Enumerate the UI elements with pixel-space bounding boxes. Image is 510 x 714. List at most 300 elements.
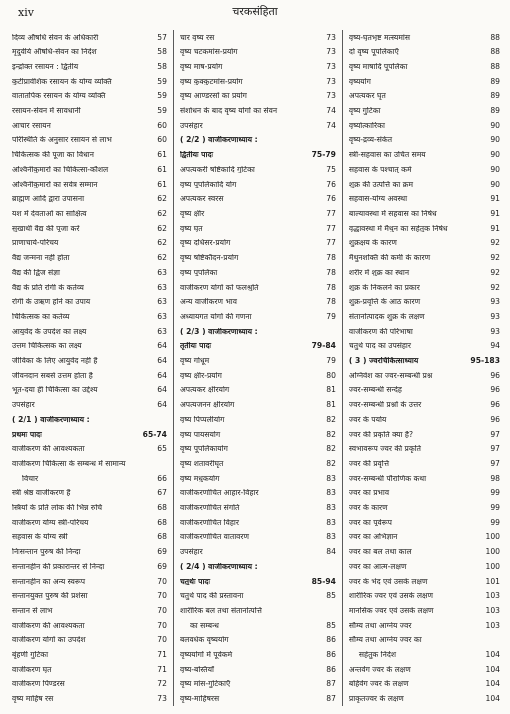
toc-entry-page: 77 — [326, 208, 336, 218]
toc-entry — [180, 221, 336, 236]
toc-entry-title: शुक्र-प्रवृत्ति के आठ कारण — [348, 298, 421, 306]
toc-entry-title: अध्यायगत योगों की गणना — [179, 312, 252, 321]
toc-entry-title: वृष्य पूपलिका — [179, 268, 218, 277]
toc-entry-page: 104 — [485, 694, 500, 704]
toc-entry — [349, 677, 500, 692]
toc-entry — [180, 677, 336, 692]
toc-entry-page: 91 — [490, 194, 500, 204]
toc-entry-title: ( 3 ) ज्वरचिकित्साध्याय — [348, 357, 419, 365]
toc-entry-title: वृष्य-घृतभृष्ट मत्स्यमांस — [348, 33, 410, 42]
toc-entry — [349, 177, 500, 192]
toc-entry-page: 82 — [326, 414, 336, 424]
toc-entry-title: वाजीकरण योग्य स्त्री-परिचय — [12, 518, 89, 527]
toc-entry — [180, 353, 336, 368]
toc-entry-title: वृष्य गुटिका — [348, 107, 381, 115]
toc-entry-title: ज्वर की प्रवृत्ति — [348, 459, 389, 468]
toc-entry-page: 91 — [490, 208, 500, 218]
toc-entry-title: वृष्य दधिसर-प्रयोग — [179, 239, 231, 247]
toc-entry-title: वृष्य चटकमांस-प्रयोग — [179, 48, 238, 56]
toc-entry-title: अन्तर्वेग ज्वर के लक्षण — [348, 665, 411, 674]
toc-entry-page: 100 — [485, 547, 500, 557]
toc-entry-page: 77 — [326, 238, 336, 248]
toc-entry-title: वैद्य के प्रति रोगी के कर्तव्य — [12, 283, 84, 292]
toc-entry-page: 91 — [490, 223, 500, 233]
toc-entry-title: सौम्य तथा आग्नेय ज्वर का — [348, 636, 422, 644]
toc-entry — [349, 251, 500, 266]
toc-entry-page: 63 — [157, 297, 167, 307]
toc-entry-title: रोगी के उऋण होने का उपाय — [12, 298, 91, 306]
toc-entry-title: दो वृष्य पूपलिकाएँ — [348, 48, 399, 56]
toc-entry-page: 62 — [157, 223, 167, 233]
toc-entry — [12, 118, 167, 133]
toc-entry-page: 82 — [326, 444, 336, 454]
toc-entry-page: 87 — [326, 679, 336, 689]
toc-entry — [180, 383, 336, 398]
toc-entry — [12, 280, 167, 295]
toc-entry-title: चिकित्सक की पूजा का विधान — [12, 151, 94, 159]
toc-entry-page: 90 — [490, 120, 500, 130]
toc-entry-page: 70 — [157, 635, 167, 645]
toc-entry — [12, 309, 167, 324]
toc-entry-title: वाजीकरण की आवश्यकता — [12, 445, 85, 453]
toc-entry — [349, 648, 500, 663]
toc-entry-page: 63 — [157, 282, 167, 292]
toc-entry — [12, 353, 167, 368]
toc-entry-page: 77 — [326, 223, 336, 233]
toc-entry-title: सहवास के पश्चात् कर्म — [348, 165, 412, 174]
toc-entry-page: 60 — [157, 135, 167, 145]
toc-entry-title: शरीर में शुक्र का स्थान — [348, 268, 410, 277]
toc-entry — [12, 486, 167, 501]
toc-entry-title: चार वृष्य रस — [179, 33, 215, 42]
toc-entry — [12, 368, 167, 383]
toc-entry — [12, 265, 167, 280]
toc-entry-title: सहवास-योग्य अवस्था — [348, 195, 408, 203]
toc-entry-title: अश्विनीकुमारों का सर्वत्र सम्मान — [12, 180, 98, 189]
toc-entry — [349, 265, 500, 280]
toc-entry-page: 82 — [326, 429, 336, 439]
toc-entry — [12, 677, 167, 692]
toc-entry-page: 59 — [157, 106, 167, 116]
toc-entry-page: 78 — [326, 297, 336, 307]
toc-entry-title: आचार रसायन — [12, 121, 51, 130]
toc-entry — [12, 133, 167, 148]
toc-entry-title: वाजीकरण घृत — [12, 665, 52, 674]
toc-entry-page: 89 — [490, 91, 500, 101]
toc-entry-page: 92 — [490, 282, 500, 292]
toc-entry-title: वृष्य-बस्तियाँ — [179, 665, 214, 674]
toc-entry — [180, 368, 336, 383]
toc-entry-title: वाजीकरण योगों को फलश्रुति — [179, 283, 259, 292]
toc-entry-title: चिकित्सक का कर्तव्य — [12, 312, 70, 321]
toc-entry-title: वाजीकरण योगों का उपदेश — [12, 636, 86, 644]
toc-entry-title: शारीरिक बल तथा संतानोत्पत्ति — [179, 606, 262, 615]
toc-entry-title: ज्वर-सम्बन्धी सन्देह — [348, 386, 402, 395]
toc-entry — [349, 118, 500, 133]
toc-entry-title: वृष्य षष्टिकौदन-प्रयोग — [179, 254, 239, 262]
toc-entry-title: अश्विनीकुमारों का चिकित्सा-कौशल — [12, 165, 109, 174]
toc-entry — [349, 45, 500, 60]
toc-entry — [180, 618, 336, 633]
toc-entry-title: स्त्री श्रेष्ठ वाजीकरण है — [12, 489, 71, 497]
toc-entry-title: वृष्य माषादि पूपलिका — [348, 62, 408, 71]
toc-entry-title: सौम्य तथा आग्नेय ज्वर — [348, 621, 412, 630]
toc-entry-page: 92 — [490, 238, 500, 248]
toc-entry — [349, 603, 500, 618]
toc-entry — [12, 148, 167, 163]
toc-entry-page: 93 — [490, 326, 500, 336]
toc-entry-page: 80 — [326, 370, 336, 380]
toc-section-heading — [180, 133, 336, 148]
toc-column-2 — [173, 30, 342, 706]
toc-entry-page: 88 — [490, 32, 500, 42]
toc-entry — [12, 633, 167, 648]
toc-entry-title: वृद्धावस्था में मैथुन का सहेतुक निषेध — [348, 224, 448, 233]
toc-entry — [180, 89, 336, 104]
toc-entry-title: उत्तम चिकित्सक का लक्ष्य — [12, 342, 82, 350]
toc-entry — [12, 383, 167, 398]
toc-entry-page: 71 — [157, 664, 167, 674]
toc-entry-title: वृष्य मांस-गुटिकाएँ — [179, 680, 231, 689]
toc-entry-page: 73 — [326, 47, 336, 57]
toc-entry-page: 103 — [485, 620, 500, 630]
toc-entry-title: बृंहणी गुटिका — [12, 651, 49, 659]
toc-entry-title: स्वभावरूप ज्वर की प्रकृति — [348, 445, 421, 453]
toc-entry-page: 68 — [157, 503, 167, 513]
toc-entry-title: ज्वर के कारण — [348, 504, 388, 512]
toc-entry-page: 96 — [490, 414, 500, 424]
toc-section-heading — [180, 574, 336, 589]
toc-section-heading — [12, 427, 167, 442]
toc-entry-page: 68 — [157, 532, 167, 542]
toc-entry — [349, 339, 500, 354]
toc-entry — [12, 515, 167, 530]
toc-entry — [12, 648, 167, 663]
toc-entry — [349, 59, 500, 74]
toc-entry-page: 78 — [326, 253, 336, 263]
toc-entry-title: अपत्यकर क्षीरयोग — [179, 386, 230, 395]
toc-entry-title: ज्वर का अभिज्ञान — [348, 533, 398, 542]
toc-entry-title: ज्वर-सम्बन्धी प्रश्नों के उत्तर — [348, 401, 422, 409]
toc-entry — [180, 486, 336, 501]
toc-entry — [349, 530, 500, 545]
toc-entry — [180, 545, 336, 560]
toc-entry-title: ज्वर का पूर्वरूप — [348, 518, 392, 527]
toc-entry-title: वृष्य पूपलिकादि योग — [179, 180, 237, 189]
toc-entry-title: अपत्यकर स्वरस — [179, 195, 224, 203]
toc-entry — [349, 486, 500, 501]
toc-section-heading — [180, 559, 336, 574]
toc-entry — [12, 324, 167, 339]
toc-entry — [12, 692, 167, 707]
toc-entry-title: परिस्थिति के अनुसार रसायन से लाभ — [12, 136, 112, 145]
toc-entry — [12, 574, 167, 589]
toc-entry-title: अग्निवेश का ज्वर-सम्बन्धी प्रश्न — [348, 371, 433, 380]
toc-entry — [349, 133, 500, 148]
toc-column-3 — [342, 30, 500, 706]
toc-entry-page: 59 — [157, 76, 167, 86]
toc-entry-title: प्राणाचार्य-परिचय — [12, 239, 59, 247]
toc-entry-title: वृष्य क्षीर — [179, 209, 205, 218]
toc-entry-page: 90 — [490, 164, 500, 174]
toc-entry-title: सन्तान से लाभ — [12, 606, 53, 615]
toc-entry — [12, 589, 167, 604]
toc-entry — [349, 309, 500, 324]
toc-entry — [349, 324, 500, 339]
toc-entry-page: 61 — [157, 179, 167, 189]
toc-entry — [349, 104, 500, 119]
toc-entry-title: अन्य वाजीकरण भाव — [179, 298, 237, 306]
toc-entry-page: 78 — [326, 267, 336, 277]
toc-entry-page: 74 — [326, 106, 336, 116]
toc-section-heading — [12, 412, 167, 427]
toc-entry — [180, 192, 336, 207]
toc-entry-page: 67 — [157, 488, 167, 498]
toc-entry-page: 75 — [326, 164, 336, 174]
toc-entry-title: वाजीकरण चिकित्सा के सम्बन्ध में सामान्य — [12, 459, 126, 468]
toc-entry-page: 62 — [157, 238, 167, 248]
toc-entry — [180, 648, 336, 663]
running-title: चरकसंहिता — [232, 5, 278, 18]
toc-entry-page: 63 — [157, 267, 167, 277]
toc-entry-title: निःसन्तान पुरुष की निन्दा — [12, 548, 81, 556]
toc-entry — [180, 206, 336, 221]
toc-entry-title: वृष्य पिप्पलीयोग — [179, 415, 225, 424]
toc-entry-page: 99 — [490, 503, 500, 513]
toc-entry — [349, 559, 500, 574]
toc-entry-page: 64 — [157, 356, 167, 366]
toc-entry-title: वैद्य की द्विज संज्ञा — [12, 268, 60, 277]
table-of-contents — [12, 30, 500, 706]
page-header — [0, 0, 510, 26]
toc-entry-page: 70 — [157, 620, 167, 630]
toc-entry-title: वाजीकरणोचित वातावरण — [179, 533, 249, 542]
toc-entry-page: 73 — [157, 694, 167, 704]
toc-entry — [180, 309, 336, 324]
toc-entry-title: वाजीकरण की परिभाषा — [348, 327, 413, 336]
toc-entry-page: 78 — [326, 282, 336, 292]
toc-entry-title: प्रथमः पादः — [12, 430, 42, 439]
toc-entry — [180, 662, 336, 677]
toc-entry-title: वातातपिक रसायन के योग्य व्यक्ति — [12, 92, 106, 100]
toc-entry — [12, 206, 167, 221]
toc-entry — [180, 162, 336, 177]
toc-entry — [12, 177, 167, 192]
toc-entry-page: 83 — [326, 473, 336, 483]
toc-entry-page: 65 — [157, 444, 167, 454]
toc-entry — [12, 59, 167, 74]
toc-entry — [12, 501, 167, 516]
toc-entry-title: जीवनदान सबसे उत्तम होता है — [12, 371, 93, 380]
toc-entry-title: रसायन-सेवन में सावधानी — [12, 107, 81, 115]
toc-entry-page: 70 — [157, 591, 167, 601]
toc-entry-title: संशोधन के बाद वृष्य योगों का सेवन — [179, 107, 278, 115]
toc-entry — [180, 692, 336, 707]
toc-entry-page: 101 — [485, 576, 500, 586]
toc-entry-page: 93 — [490, 311, 500, 321]
toc-entry-title: ज्वर का बल तथा काल — [348, 548, 412, 556]
toc-entry-page: 83 — [326, 517, 336, 527]
toc-entry-page: 97 — [490, 444, 500, 454]
toc-entry — [349, 383, 500, 398]
toc-entry — [180, 515, 336, 530]
toc-entry-title: वृष्य कुक्कुटमांस-प्रयोग — [179, 77, 243, 86]
toc-entry — [349, 427, 500, 442]
toc-entry — [180, 45, 336, 60]
toc-entry — [12, 545, 167, 560]
toc-entry-title: ( 2/3 ) वाजीकरणाध्याय : — [179, 327, 258, 336]
toc-entry — [12, 339, 167, 354]
toc-entry — [349, 471, 500, 486]
toc-entry — [12, 618, 167, 633]
toc-entry-title: मानसिक ज्वर एवं उसके लक्षण — [348, 606, 434, 615]
toc-entry-page: 62 — [157, 194, 167, 204]
toc-entry-page: 92 — [490, 267, 500, 277]
toc-entry-title: सन्तानहीन की प्रकारान्तर से निन्दा — [12, 562, 105, 571]
toc-entry-page: 90 — [490, 150, 500, 160]
toc-entry — [349, 74, 500, 89]
toc-entry-page: 73 — [326, 91, 336, 101]
toc-entry-title: शुक्रक्षय के कारण — [348, 239, 397, 247]
toc-entry-page: 68 — [157, 517, 167, 527]
toc-entry-page: 104 — [485, 650, 500, 660]
toc-entry — [349, 148, 500, 163]
toc-entry-title: वृष्य शतावरीघृत — [179, 459, 224, 468]
toc-entry — [349, 501, 500, 516]
toc-entry-page: 57 — [157, 32, 167, 42]
toc-entry-page: 86 — [326, 650, 336, 660]
toc-entry-title: वाजीकरण की आवश्यकता — [12, 621, 85, 630]
toc-entry — [180, 471, 336, 486]
toc-entry — [349, 89, 500, 104]
toc-entry — [349, 412, 500, 427]
toc-entry-title: ज्वर के पर्याय — [348, 415, 387, 424]
toc-entry-title: ज्वर का आत्म-लक्षण — [348, 562, 407, 571]
toc-entry-page: 79 — [326, 311, 336, 321]
toc-entry-page: 103 — [485, 591, 500, 601]
toc-entry — [349, 662, 500, 677]
toc-entry-page: 65-74 — [142, 429, 167, 439]
toc-entry — [180, 530, 336, 545]
toc-entry-page: 85 — [326, 620, 336, 630]
toc-entry-page: 97 — [490, 429, 500, 439]
toc-entry-page: 76 — [326, 194, 336, 204]
toc-entry-title: संतानोत्पादक शुक्र के लक्षण — [348, 312, 425, 321]
toc-entry-title: वाजीकरणोचित विहार — [179, 518, 239, 527]
toc-entry-page: 69 — [157, 561, 167, 571]
toc-entry-title: वृष्य माहिष रस — [12, 695, 54, 703]
toc-entry — [349, 574, 500, 589]
toc-entry-page: 58 — [157, 47, 167, 57]
toc-entry-title: स्त्रियों के प्रति लोक की भिन्न रुचि — [12, 504, 103, 512]
toc-entry — [349, 236, 500, 251]
toc-entry-page: 79-84 — [311, 341, 336, 351]
toc-entry-page: 59 — [157, 91, 167, 101]
toc-entry-page: 81 — [326, 385, 336, 395]
toc-entry-title: ज्वर-सम्बन्धी पौराणिक कथा — [348, 474, 427, 483]
toc-entry-page: 76 — [326, 179, 336, 189]
toc-entry-title: वृष्य माष-प्रयोग — [179, 62, 223, 71]
toc-entry-page: 58 — [157, 61, 167, 71]
toc-entry — [12, 295, 167, 310]
toc-entry-title: वृष्ययोग — [348, 77, 371, 86]
toc-entry-page: 96 — [490, 400, 500, 410]
toc-entry — [12, 662, 167, 677]
toc-entry — [180, 295, 336, 310]
toc-entry-page: 70 — [157, 605, 167, 615]
toc-entry — [12, 398, 167, 413]
toc-entry-page: 85 — [326, 591, 336, 601]
toc-entry — [12, 162, 167, 177]
toc-entry — [349, 368, 500, 383]
toc-entry-page: 104 — [485, 679, 500, 689]
toc-entry-title: वृष्य घृत — [179, 224, 203, 233]
toc-entry — [349, 545, 500, 560]
toc-entry — [12, 559, 167, 574]
toc-entry — [349, 515, 500, 530]
toc-entry — [12, 251, 167, 266]
toc-entry — [180, 603, 336, 618]
toc-entry-page: 87 — [326, 694, 336, 704]
toc-entry — [180, 280, 336, 295]
toc-entry — [180, 104, 336, 119]
toc-entry-page: 83 — [326, 488, 336, 498]
toc-entry-page: 96 — [490, 385, 500, 395]
toc-entry-page: 82 — [326, 458, 336, 468]
toc-entry-title: ब्राह्मण आदि द्वारा उपासना — [12, 195, 85, 203]
toc-entry-title: उपसंहार — [179, 548, 203, 556]
toc-entry-page: 79 — [326, 356, 336, 366]
toc-entry — [12, 530, 167, 545]
toc-entry-title: सहवास के योग्य स्त्री — [12, 533, 68, 542]
toc-entry — [12, 603, 167, 618]
toc-entry-page: 98 — [490, 473, 500, 483]
toc-entry — [349, 162, 500, 177]
toc-entry — [180, 633, 336, 648]
toc-entry-page: 64 — [157, 400, 167, 410]
page-number: xiv — [18, 6, 34, 19]
toc-entry — [349, 295, 500, 310]
toc-entry-title: ( 2/2 ) वाजीकरणाध्याय : — [179, 136, 258, 145]
toc-entry-title: वाजीकरणोचित आहार-विहार — [179, 489, 259, 497]
toc-entry-title: इन्द्रोक्त रसायन : द्वितीय — [12, 62, 79, 71]
toc-entry-title: मृदुवीर्य औषधि-सेवन का निर्देश — [12, 48, 97, 56]
toc-entry — [349, 398, 500, 413]
toc-entry — [349, 633, 500, 648]
toc-entry — [349, 589, 500, 604]
toc-entry — [180, 236, 336, 251]
toc-entry-page: 84 — [326, 547, 336, 557]
toc-entry-title: अपत्यजनन क्षीरयोग — [179, 401, 235, 409]
toc-entry-title: तृतीयः पादः — [179, 342, 212, 350]
toc-entry-title: चतुर्थ पाद की प्रस्तावना — [179, 592, 244, 600]
toc-entry-title: वृष्य आण्डरसों का प्रयोग — [179, 92, 247, 100]
toc-entry — [180, 398, 336, 413]
toc-entry-page: 89 — [490, 106, 500, 116]
toc-entry-page: 61 — [157, 150, 167, 160]
toc-entry-title: अपत्यकरी षष्टिकादि गुटिका — [179, 165, 255, 174]
toc-entry-page: 88 — [490, 47, 500, 57]
toc-entry-title: वृष्य पूपलिकायोग — [179, 445, 228, 453]
toc-entry-title: ज्वर के भेद एवं उसके लक्षण — [348, 577, 428, 586]
toc-entry-title: स्त्री-सहवास का उचित समय — [348, 151, 426, 159]
toc-entry-title: वृष्ययोगों में पूर्वकर्म — [179, 651, 233, 659]
toc-entry — [12, 74, 167, 89]
toc-entry — [349, 692, 500, 707]
toc-entry-page: 96 — [490, 370, 500, 380]
toc-entry-title: सहेतुक निर्देश — [358, 651, 397, 659]
toc-entry — [180, 442, 336, 457]
